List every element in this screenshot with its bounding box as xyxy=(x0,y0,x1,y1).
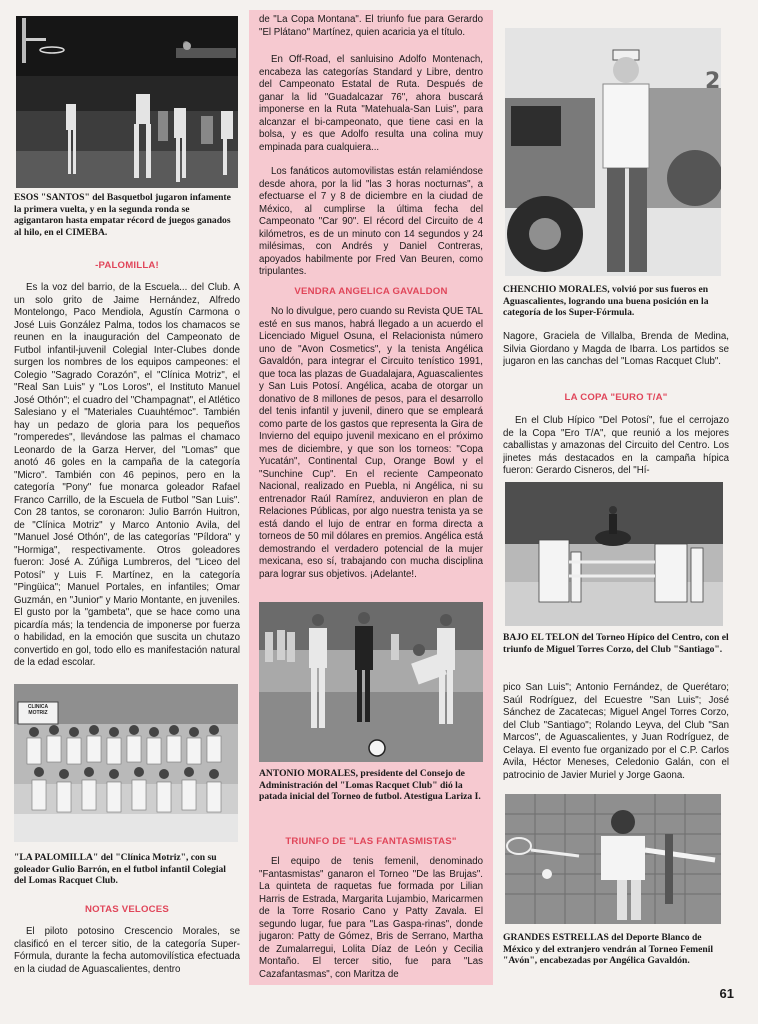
svg-text:2: 2 xyxy=(705,69,721,94)
basketball-photo xyxy=(16,16,238,188)
heading-fantasmistas: TRIUNFO DE "LAS FANTASMISTAS" xyxy=(285,836,457,847)
heading-angelica-gavaldon: VENDRA ANGELICA GAVALDON xyxy=(294,286,448,297)
caption-antonio-morales: ANTONIO MORALES, presidente del Consejo de Administración del "Lomas Racquet Club" dió la patada inicial del Torneo de futbol. Atestigua Lariza I. xyxy=(259,768,481,803)
article-angelica-gavaldon: No lo divulgue, pero cuando su Revista QUE TAL esté en sus manos, habrá llegado a un acuerdo el Licenciado Miguel Osuna, el Relacionista número uno de "Avon Cosmetics", y la tenista Angélica Gavaldón, para integrar el Circuito tenístico 1991, que toca las plazas de Guadalajara, Aguascalientes y San Luis Potosí. Angélica, acaba de otorgar un donativo de 8 millones de pesos, para el desarrollo del tenis infantil y juvenil, dinero que se empleará como parte de los gastos que representa la Gira de Invierno del equipo juvenil mexicano en el próximo mes de diciembre, y que son los torneos: "Copa Yucatán", Continental Cup, Orange Bowl y el "Sunchine Cup". En el reciente Campeonato Nacional, realizado en Puebla, ni Angélica, ni su entrenador Raúl Ramírez, anduvieron en plan de Relaciones Públicas, por algo nuestra tenista ya se está dando el lujo de entrar en forma directa a torneos de 50 mil dólares en premios. Angélica está demostrando el verdadero potencial de la mujer mexicana, eso sí, trabajando con mucha disciplina para lograr sus objetivos. ¡Adelante!. xyxy=(259,306,483,580)
football-team-photo xyxy=(14,684,238,842)
article-nagore: Nagore, Graciela de Villalba, Brenda de Medina, Silvia Giordano y Magda de Ibarra. Los partidos se jugaron en las canchas del "Lomas Racquet Club". xyxy=(503,331,729,367)
article-fanaticos: Los fanáticos automovilistas están relamiéndose desde ahora, por la lid "las 3 horas nocturnas", a efectuarse el 7 y 8 de diciembre en la ciudad de México, al cumplirse la última fecha del Campeonato "Car 90". El récord del Circuito de 4 kilómetros, es de un minuto con 14 segundos y 24 milésimas, con Andrés y Daniel Contreras, apoyados habilmente por Fred Van Beuren, como tripulantes. xyxy=(259,166,483,277)
article-off-road: En Off-Road, el sanluisino Adolfo Montenach, encabeza las categorías Standard y Libre, dentro del Campeonato Estatal de Ruta. Después de ganar la lid "Guadalcazar 76", ahora buscará imponerse en la Ruta "Matehuala-San Luis", para alcanzar el bi-campeonato, que tiene casi en la bolsa, y es que Adolfo resulta una colina muy empinada para cualquiera... xyxy=(259,54,483,153)
caption-grandes-estrellas: GRANDES ESTRELLAS del Deporte Blanco de México y del extranjero vendrán al Torneo Femenil "Avón", encabezadas por Angélica Gavaldón. xyxy=(503,932,714,967)
tennis-photo xyxy=(505,794,721,924)
article-notas-veloces: El piloto potosino Crescencio Morales, se clasificó en el tercer sitio, de la categoría Super-Fórmula, durante la fecha automovilística efectuada en la ciudad de Aguascalientes, dentro xyxy=(14,926,240,975)
driver-photo xyxy=(505,28,721,276)
article-palomilla: Es la voz del barrio, de la Escuela... del Club. A un solo grito de Jaime Hernández, Alfredo Montelongo, Paco Mendiola, Agustín Carmona o José Luis González Palma, todos los chamacos se reunen en la inauguración del Campeonato de Futbol infantil-juvenil Colegial Inter-Clubes donde surgen los nombres de los equipos campeones: el Colegio "Sagrado Corazón", el "Clínica Motriz", el "Real San Luis" y "Los Loros", el Instituto Manuel José Othón"; el cuadro del "Champagnat", el Atlético Salesiano y el "Materiales Cuauhtémoc". También hay un pedazo de gloria para los pequeños "romperedes", llevándose las palmas el chamaco Leonardo de la Garza Herver, del "Lomas" que anotó 46 goles en la campaña de la categoría "Micro". También con 46 pepinos, pero en la categoría "Pony" fue monarca goleador Rafael Franco Carrillo, de la Escuela de Futbol "San Luis". Con 28 tantos, se coronaron: Julio Barrón Huitron, de "Clínica Motriz" y Marco Antonio Avila, del "Manuel José Othón", de las categorías "Píldora" y "Hormiga", respectivamente. Otros goleadores fueron: José A. Zúñiga Lumbreros, del "Liceo del Potosí" y Luis F. Martínez, en la categoría "Pingüica"; Manuel Portales, en infantiles; Omar Guzmán, en "Junior" y Mario Montante, en juveniles. El gusto por la "gambeta", que se hace como una picardía más; la tendencia de imponerse por fuerza o habilidad, en la emoción que suscita un chutazo convertido en gol, todo ello es manifestación natural de la edad escolar. xyxy=(14,282,240,668)
article-copa-montana: de "La Copa Montana". El triunfo fue para Gerardo "El Plátano" Martínez, quien acaricia ya el título. xyxy=(259,14,483,38)
caption-santos: ESOS "SANTOS" del Basquetbol jugaron infamente la primera vuelta, y en la segunda ronda se agigantaron hasta empatar récord de juegos ganados al hilo, en el CIMEBA. xyxy=(14,192,231,238)
heading-palomilla: -PALOMILLA! xyxy=(95,260,159,271)
photo-sign-clinica-motriz: CLINICA MOTRIZ xyxy=(27,704,49,716)
page-number: 61 xyxy=(719,986,734,1001)
article-hipico: pico San Luis"; Antonio Fernández, de Querétaro; Saúl Rodríguez, del Ecuestre "San Luis"; José Sánchez de Zacatecas; Miguel Angel Torres Corzo, del Club "Santiago"; Rolando Leyva, del Club "San Marcos", de Aguascalientes, y Juan Rodríguez, de Celaya. El evento fue organizado por el C.P. Carlos Avila, Héctor Meneses, Celedonio Galán, con el patrocinio de Javier Muriel y Jorge Gaona. xyxy=(503,682,729,781)
caption-palomilla: "LA PALOMILLA" del "Clínica Motriz", con su goleador Gulio Barrón, en el futbol infantil Colegial del Lomas Racquet Club. xyxy=(14,852,226,887)
caption-bajo-el-telon: BAJO EL TELON del Torneo Hípico del Centro, con el triunfo de Miguel Torres Corzo, del Club "Santiago". xyxy=(503,632,729,655)
heading-copa-euro: LA COPA "EURO T/A" xyxy=(564,392,668,403)
article-copa-euro: En el Club Hípico "Del Potosí", fue el cerrojazo de la Copa "Ero T/A", que reunió a los mejores caballistas y amazonas del Circuito del Centro. Los jinetes más destacados en la campaña hípica fueron: Gerardo Cisneros, del "Hí- xyxy=(503,415,729,476)
column-center xyxy=(249,10,493,985)
caption-chenchio-morales: CHENCHIO MORALES, volvió por sus fueros en Aguascalientes, logrando una buena posición en la categoría de los Super-Fórmula. xyxy=(503,284,709,319)
article-fantasmistas: El equipo de tenis femenil, denominado "Fantasmistas" ganaron el Torneo "De las Brujas". La quinteta de raquetas fue formada por Lilian Harris de Estrada, Margarita Lujambio, Maricarmen de la Torre Rosario Cano y Patty Zavala. El segundo lugar, fue para "Las Gaspa-rinas", donde jugaron: Patty de Gómez, Bris de Serrano, Martha de Zumalarregui, Lolita Díaz de León y Cecilia Montaño. El tercer sitio, fue para "Las Cazafantasmas", con Maritza de xyxy=(259,856,483,980)
heading-notas-veloces: NOTAS VELOCES xyxy=(85,904,169,915)
kickoff-photo xyxy=(259,602,483,762)
equestrian-photo xyxy=(505,482,723,626)
